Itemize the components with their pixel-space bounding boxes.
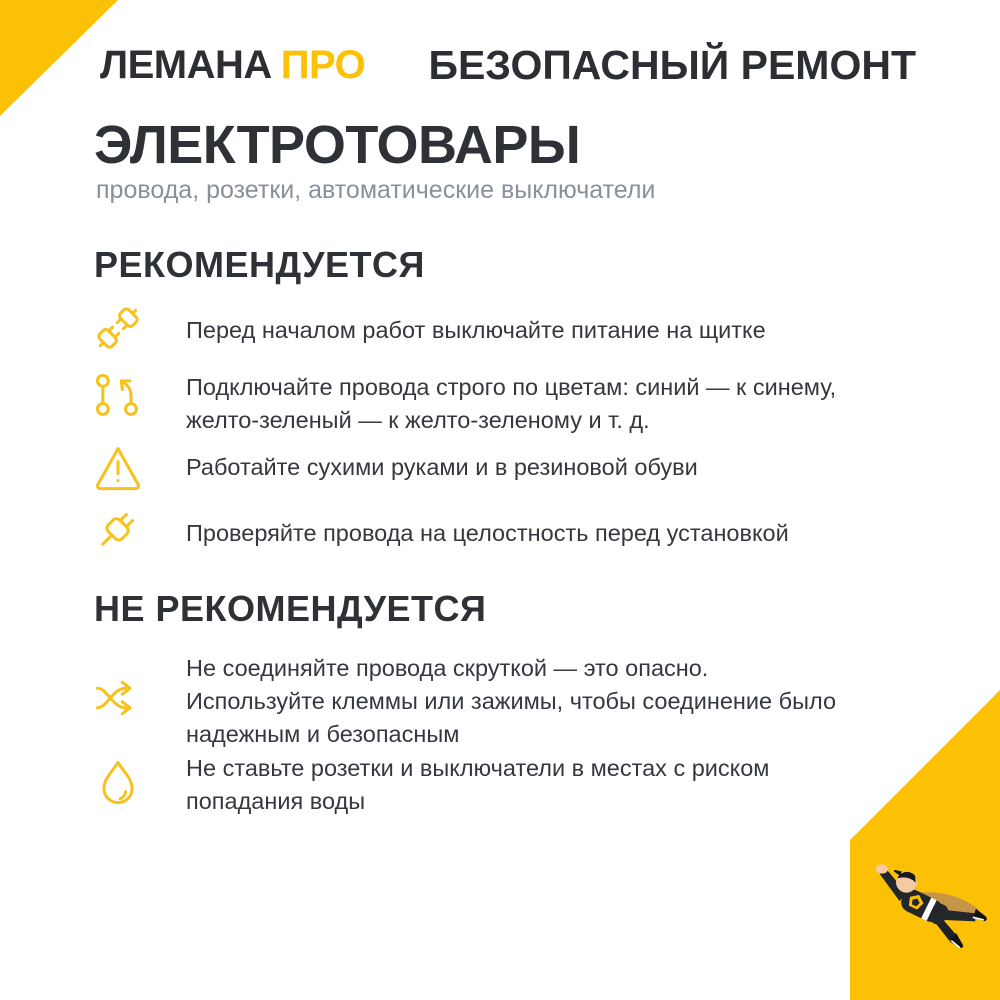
logo-text-lemana: ЛЕМАНА (100, 43, 272, 87)
list-item (92, 302, 972, 354)
list-item-text: Перед началом работ выключайте питание на щитке (186, 317, 766, 343)
list-item-text: Проверяйте провода на целостность перед установкой (186, 520, 789, 546)
lemana-pro-logo (100, 43, 365, 88)
plug-icon (92, 503, 144, 555)
superhero-illustration (848, 852, 996, 980)
section-heading-recommended: РЕКОМЕНДУЕТСЯ (94, 244, 425, 285)
list-item (92, 752, 972, 818)
list-item (92, 503, 972, 555)
twisted-wires-icon (92, 672, 144, 724)
page-title: ЭЛЕКТРОТОВАРЫ (94, 115, 581, 175)
page-subtitle: провода, розетки, автоматические выключатели (96, 176, 656, 204)
warning-triangle-icon (92, 441, 144, 493)
water-drop-icon (92, 756, 144, 808)
list-item-text: Подключайте провода строго по цветам: синий — к синему, желто-зеленый — к желто-зеленому и т. д. (186, 374, 837, 433)
list-item-text: Не соединяйте провода скруткой — это опасно. Используйте клеммы или зажимы, чтобы соединение было надежным и безопасным (186, 655, 837, 747)
wire-colors-icon (92, 370, 144, 422)
list-item-text: Работайте сухими руками и в резиновой обуви (186, 454, 698, 480)
section-heading-not-recommended: НЕ РЕКОМЕНДУЕТСЯ (94, 588, 487, 629)
list-item (92, 370, 972, 437)
logo-text-pro: ПРО (280, 43, 366, 87)
list-item (92, 441, 972, 493)
campaign-title: БЕЗОПАСНЫЙ РЕМОНТ (428, 42, 916, 88)
list-item-text: Не ставьте розетки и выключатели в местах с риском попадания воды (186, 755, 770, 814)
header (100, 42, 916, 89)
unplugged-connectors-icon (92, 302, 144, 354)
list-item (92, 652, 972, 751)
